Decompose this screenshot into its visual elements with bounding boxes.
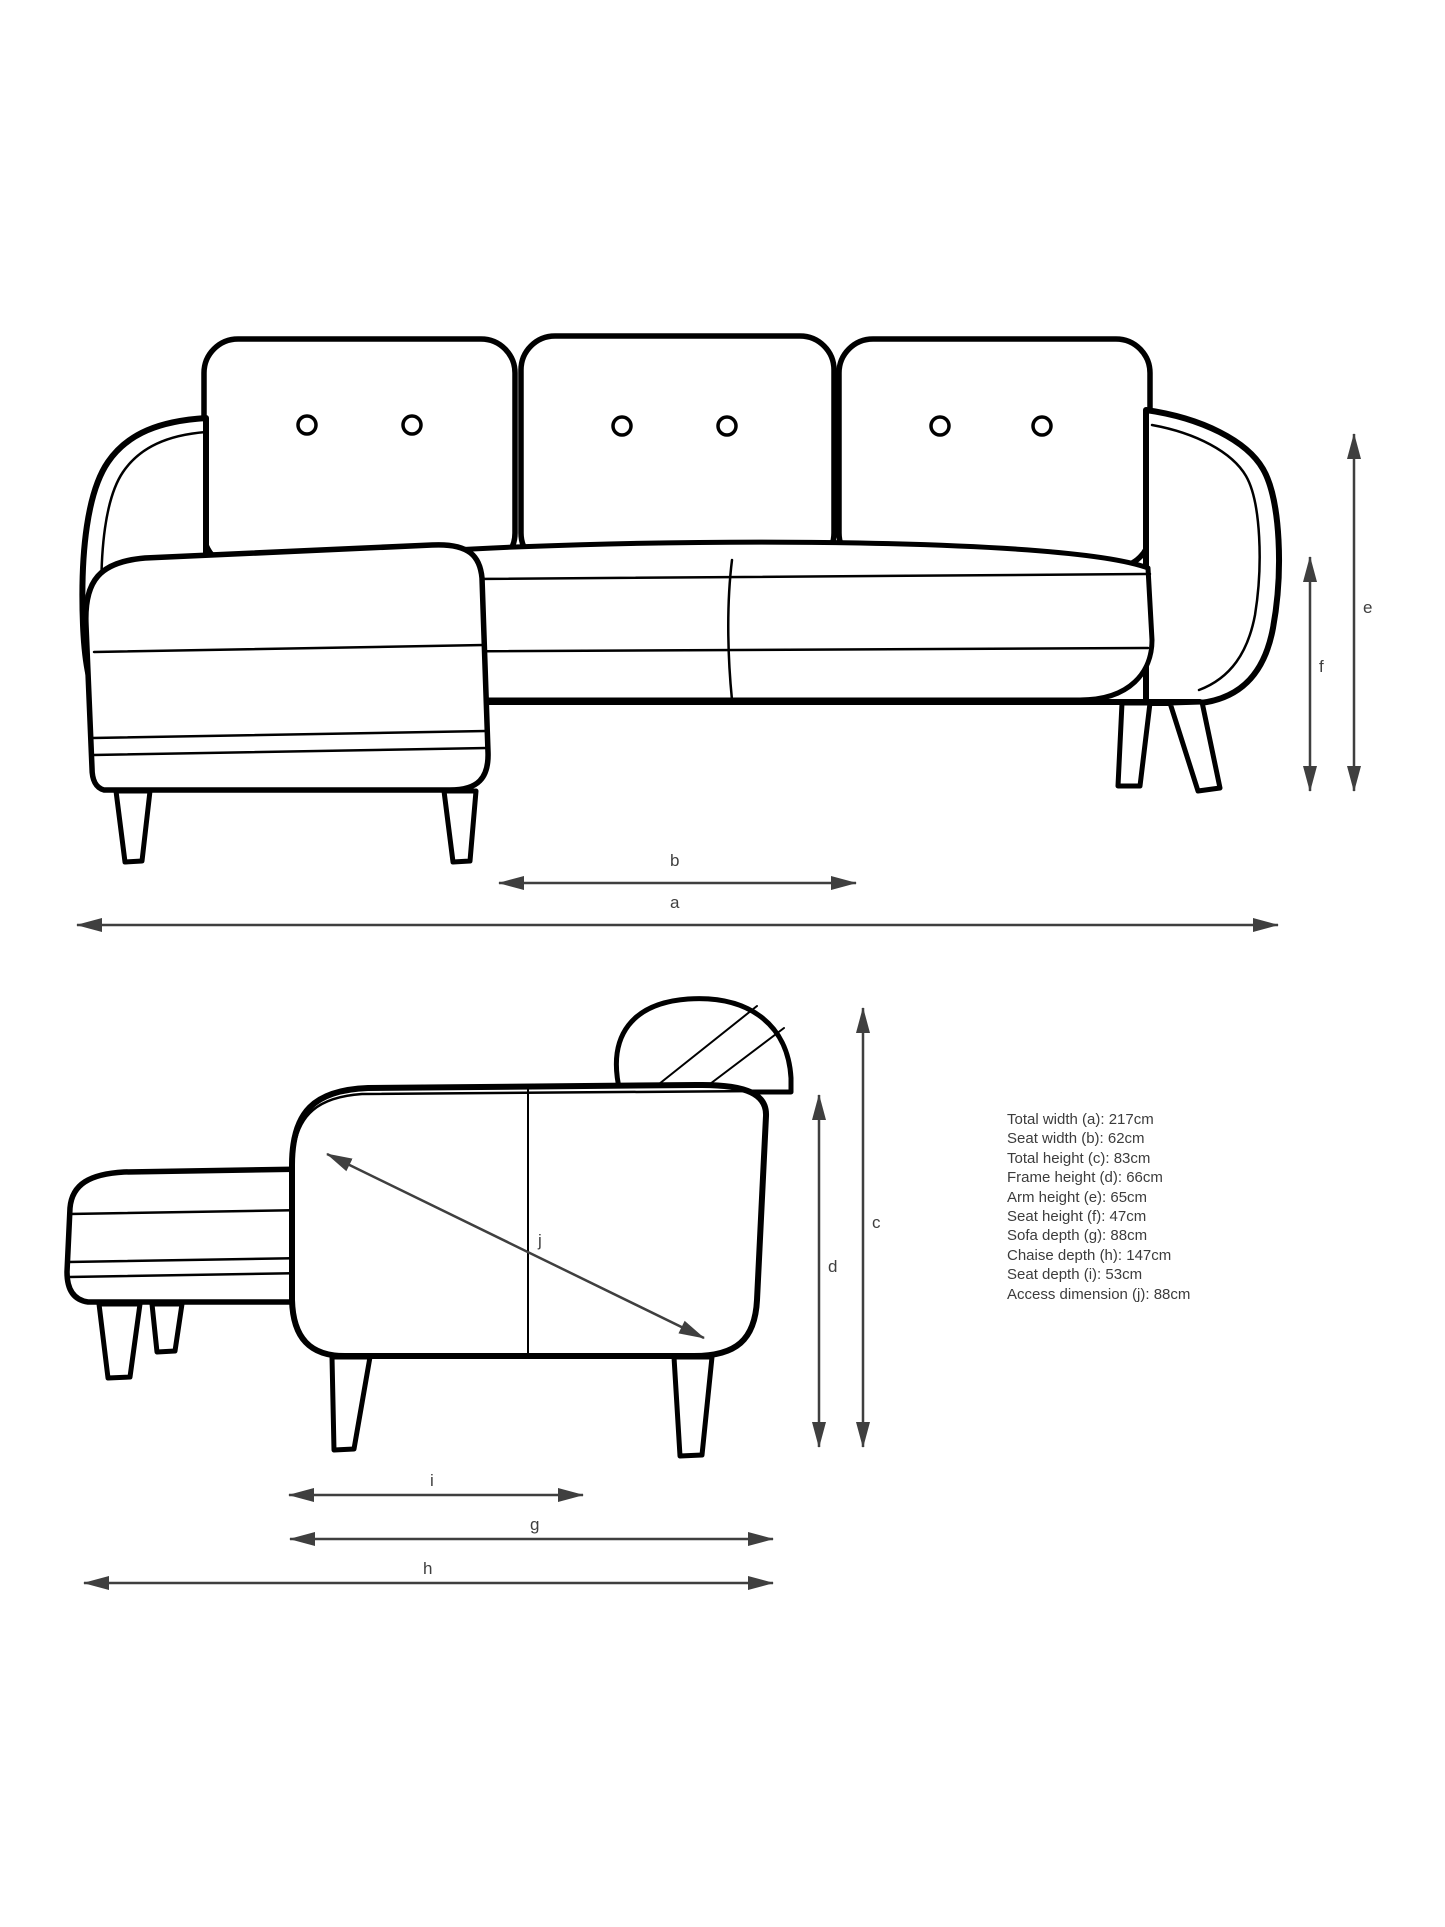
side-sofa-body — [292, 1085, 766, 1356]
front-view-drawing — [82, 336, 1279, 862]
spec-line-total-width: Total width (a): 217cm — [1007, 1111, 1154, 1128]
spec-line-seat-width: Seat width (b): 62cm — [1007, 1130, 1145, 1148]
dim-label-j: j — [538, 1231, 542, 1250]
dim-label-d: d — [828, 1257, 838, 1276]
spec-line-chaise-depth: Chaise depth (h): 147cm — [1007, 1246, 1172, 1264]
dimension-spec-list — [1007, 1110, 1190, 1304]
front-back-cushions — [204, 336, 1150, 567]
spec-line-arm-height: Arm height (e): 65cm — [1007, 1188, 1148, 1206]
side-chaise-platform — [67, 1169, 310, 1302]
dim-label-c: c — [872, 1213, 881, 1232]
dim-label-h: h — [423, 1559, 433, 1578]
front-chaise-legs — [116, 791, 476, 862]
side-back-cushion — [616, 999, 791, 1092]
dim-label-a: a — [670, 893, 680, 912]
front-right-arm — [1146, 410, 1279, 703]
dim-label-g: g — [530, 1515, 540, 1534]
dim-label-e: e — [1363, 598, 1373, 617]
spec-line-total-height: Total height (c): 83cm — [1007, 1149, 1151, 1167]
spec-line-frame-height: Frame height (d): 66cm — [1007, 1169, 1163, 1187]
side-sofa-legs — [332, 1357, 712, 1456]
side-view-drawing — [67, 999, 791, 1456]
dim-label-f: f — [1319, 657, 1324, 676]
spec-line-access-dimension: Access dimension (j): 88cm — [1007, 1285, 1191, 1303]
front-chaise-platform — [86, 545, 488, 790]
dim-label-b: b — [670, 851, 680, 870]
side-chaise-legs — [99, 1304, 182, 1378]
dim-label-i: i — [430, 1471, 434, 1490]
spec-line-seat-height: Seat height (f): 47cm — [1007, 1208, 1147, 1226]
front-right-legs — [1118, 702, 1220, 791]
spec-line-sofa-depth: Sofa depth (g): 88cm — [1007, 1227, 1148, 1245]
spec-line-seat-depth: Seat depth (i): 53cm — [1007, 1266, 1143, 1284]
